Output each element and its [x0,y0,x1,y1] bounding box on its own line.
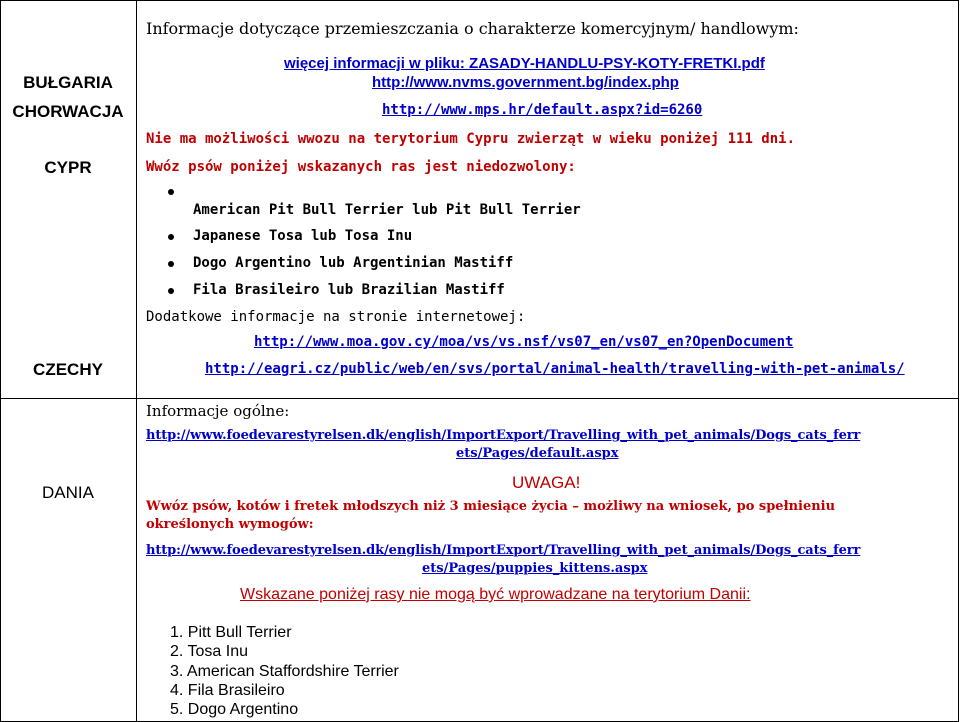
bullet-icon [168,288,174,294]
country-cyprus: CYPR [44,158,92,177]
cyprus-age-rule: Nie ma możliwości wwozu na terytorium Cypru zwierząt w wieku poniżej 111 dni. [146,131,796,147]
denmark-url2-link-cont[interactable]: ets/Pages/puppies_kittens.aspx [422,561,648,576]
bulgaria-url-link[interactable]: http://www.nvms.government.bg/index.php [372,74,679,91]
denmark-banned-item: 3. American Staffordshire Terrier [170,663,399,680]
denmark-warning: UWAGA! [512,473,581,492]
bullet-icon [168,189,174,195]
denmark-banned-heading: Wskazane poniżej rasy nie mogą być wprowadzane na terytorium Danii: [240,586,751,603]
denmark-young-rule: Wwóz psów, kotów i fretek młodszych niż 3 miesiące życia – możliwy na wniosek, po spełnieniu [146,499,836,514]
bullet-icon [168,261,174,267]
bullet-icon [168,234,174,240]
cyprus-breeds-heading: Wwóz psów poniżej wskazanych ras jest niedozwolony: [146,159,576,175]
denmark-banned-item: 1. Pitt Bull Terrier [170,624,292,641]
cyprus-breed-item: Japanese Tosa lub Tosa Inu [193,228,413,244]
croatia-url-link[interactable]: http://www.mps.hr/default.aspx?id=6260 [382,102,703,118]
bulgaria-pdf-link[interactable]: więcej informacji w pliku: ZASADY-HANDLU-PSY-KOTY-FRETKI.pdf [284,55,765,72]
cyprus-breed-item: Dogo Argentino lub Argentinian Mastiff [193,255,514,271]
denmark-url2-link[interactable]: http://www.foedevarestyrelsen.dk/english/ImportExport/Travelling_with_pet_animals/Dogs_cats_ferr [146,543,861,558]
country-croatia: CHORWACJA [12,102,124,121]
cyprus-more-info: Dodatkowe informacje na stronie internetowej: [146,309,526,325]
country-cell [1,1,137,399]
cyprus-url-link[interactable]: http://www.moa.gov.cy/moa/vs/vs.nsf/vs07_en/vs07_en?OpenDocument [254,334,794,350]
country-cell [1,399,137,722]
country-denmark: DANIA [42,483,94,502]
cyprus-breed-item: American Pit Bull Terrier lub Pit Bull Terrier [193,202,581,218]
denmark-banned-item: 2. Tosa Inu [170,643,248,660]
denmark-young-rule-cont: określonych wymogów: [146,517,314,532]
cyprus-breed-item: Fila Brasileiro lub Brazilian Mastiff [193,282,505,298]
denmark-general-label: Informacje ogólne: [146,402,290,420]
country-czech: CZECHY [33,360,103,379]
denmark-url1-link[interactable]: http://www.foedevarestyrelsen.dk/english/ImportExport/Travelling_with_pet_animals/Dogs_cats_ferr [146,428,861,443]
denmark-banned-item: 4. Fila Brasileiro [170,682,285,699]
country-bulgaria: BUŁGARIA [23,73,113,92]
czech-url-link[interactable]: http://eagri.cz/public/web/en/svs/portal/animal-health/travelling-with-pet-animals/ [205,361,905,377]
denmark-url1-link-cont[interactable]: ets/Pages/default.aspx [456,446,619,461]
denmark-banned-item: 5. Dogo Argentino [170,701,299,718]
intro-text: Informacje dotyczące przemieszczania o charakterze komercyjnym/ handlowym: [146,19,799,38]
